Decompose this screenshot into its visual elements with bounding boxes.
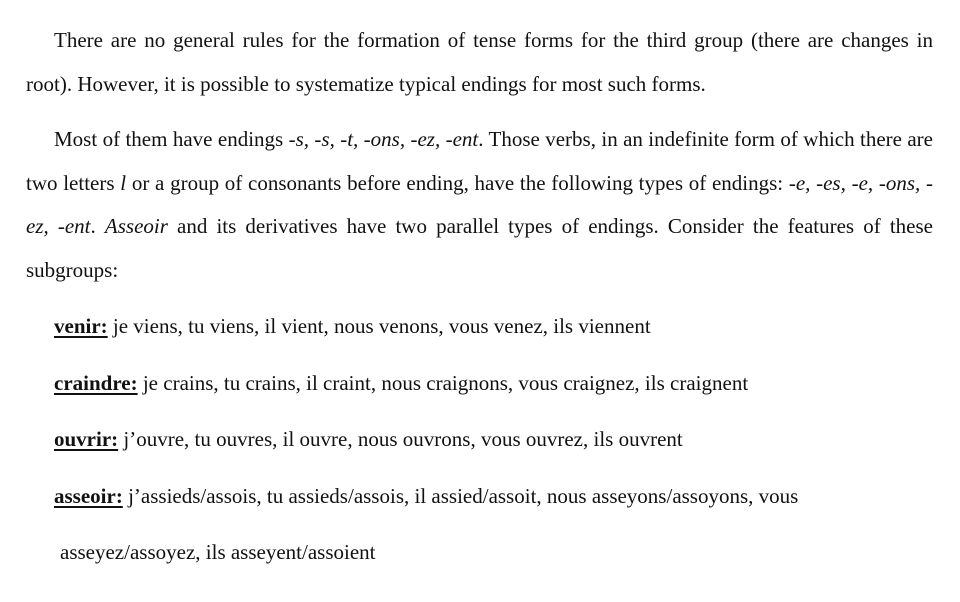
endings-list-2: -e, -es, -e, -ons, -ez, -ent — [26, 170, 933, 238]
conjugation-ouvrir — [54, 425, 683, 453]
endings-text-part-3: or a group of consonants before ending, have the following types of endings: — [126, 170, 789, 195]
endings-text-part-5: and its derivatives have two parallel types of endings. Consider the features of these subgroups: — [26, 214, 933, 282]
letter-l: l — [120, 170, 127, 195]
endings-text-part-4: . — [90, 214, 105, 238]
verb-label-craindre: craindre: — [54, 371, 138, 395]
intro-paragraph — [26, 19, 933, 106]
verb-label-asseoir: asseoir: — [54, 484, 123, 508]
intro-paragraph-text: There are no general rules for the formation of tense forms for the third group (there are changes in root). However, it is possible to systematize typical endings for most such forms. — [26, 28, 933, 96]
conjugation-forms-ouvrir: j’ouvre, tu ouvres, il ouvre, nous ouvrons, vous ouvrez, ils ouvrent — [118, 427, 683, 451]
conjugation-forms-asseoir: j’assieds/assois, tu assieds/assois, il assied/assoit, nous asseyons/assoyons, vous — [122, 484, 799, 508]
endings-text-part-2: . Those verbs, in an indefinite form of which there are two letters — [26, 127, 933, 195]
conjugation-forms-asseoir-continued: asseyez/assoyez, ils asseyent/assoient — [60, 540, 376, 564]
conjugation-forms-craindre: je crains, tu crains, il craint, nous craignons, vous craignez, ils craignent — [137, 371, 749, 395]
verb-asseoir-italic: Asseoir — [104, 214, 168, 238]
conjugation-craindre — [54, 369, 748, 397]
verb-label-ouvrir: ouvrir: — [54, 427, 119, 451]
endings-text-part-1: Most of them have endings — [54, 127, 289, 151]
verb-label-venir: venir: — [54, 314, 108, 338]
conjugation-asseoir-continuation — [60, 538, 376, 566]
conjugation-asseoir — [54, 482, 798, 510]
conjugation-forms-venir: je viens, tu viens, il vient, nous venons, vous venez, ils viennent — [107, 314, 651, 338]
conjugation-venir — [54, 312, 651, 340]
endings-paragraph — [26, 118, 933, 292]
endings-list-1: -s, -s, -t, -ons, -ez, -ent — [288, 127, 479, 151]
